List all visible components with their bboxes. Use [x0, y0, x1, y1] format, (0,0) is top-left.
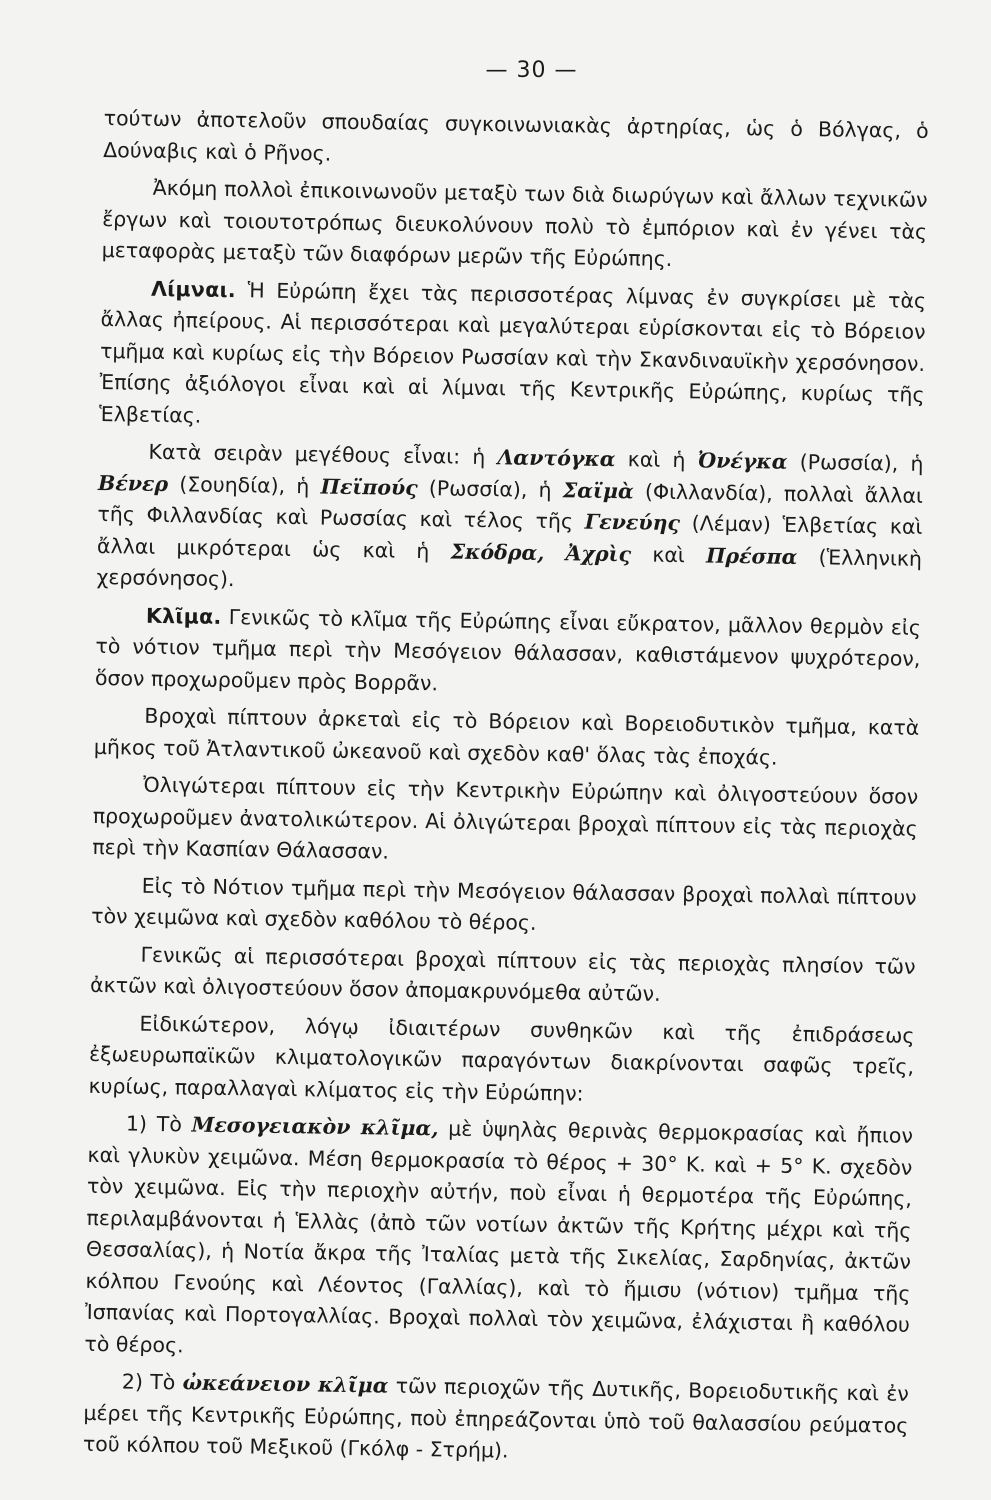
- text-run: (Ρωσσία), ἡ: [787, 449, 924, 476]
- list-marker: 2) Τὸ: [121, 1369, 183, 1395]
- text-run: καὶ: [630, 541, 707, 568]
- term-mediterranean-climate: Μεσογειακὸν κλῖμα,: [191, 1112, 439, 1141]
- body-text: [83, 103, 929, 1473]
- paragraph-rain-central: Ὀλιγώτεραι πίπτουν εἰς τὴν Κεντρικὴν Εὐρώπην καὶ ὀλιγοστεύουν ὅσον προχωροῦμεν ἀνατολικώτερον. Αἱ ὀλιγώτεραι βροχαὶ πίπτουν εἰς τὰς περιοχὰς περὶ τὴν Κασπίαν Θάλασσαν.: [92, 772, 919, 864]
- list-item-text: μὲ ὑψηλὰς θερινὰς θερμοκρασίας καὶ ἤπιον καὶ γλυκὺν χειμῶνα. Μέση θερμοκρασία τὸ θέρος + 30° Κ. καὶ + 5° Κ. σχεδὸν τὸν χειμῶνα. Εἰς τὴν περιοχὴν αὐτήν, ποὺ εἶναι ἡ θερμοτέρα τῆς Εὐρώπης, περιλαμβάνονται ἡ Ἑλλὰς (ἀπὸ τῶν νοτίων ἀκτῶν τῆς Κρήτης μέχρι καὶ τῆς Θεσσαλίας), ἡ Νοτία ἄκρα τῆς Ἰταλίας μετὰ τῆς Σικελίας, Σαρδηνίας, ἀκτῶν κόλπου Γενούης καὶ Λέοντος (Γαλλίας), καὶ τὸ ἥμισυ (νότιον) τμῆμα τῆς Ἰσπανίας καὶ Πορτογαλλίας. Βροχαὶ πολλαὶ τὸν χειμῶνα, ἐλάχισται ἢ καθόλου τὸ θέρος.: [84, 1116, 914, 1357]
- lake-name-saimaa: Σαϊμὰ: [562, 477, 634, 503]
- list-item-oceanic: [83, 1366, 909, 1473]
- paragraph-canals: Ἀκόμη πολλοὶ ἐπικοινωνοῦν μεταξὺ των διὰ διωρύγων καὶ ἄλλων τεχνικῶν ἔργων καὶ τοιουτοτρόπως διευκολύνουν πολὺ τὸ ἐμπόριον καὶ ἐν γένει τὰς μεταφορὰς μεταξὺ τῶν διαφόρων μερῶν τῆς Εὐρώπης.: [101, 175, 928, 271]
- text-run: Κατὰ σειρὰν μεγέθους εἶναι: ἡ: [148, 439, 498, 470]
- text-run: (Σουηδία), ἡ: [167, 471, 321, 498]
- text-run: (Ρωσσία), ἡ: [417, 475, 563, 502]
- paragraph-rain-coasts: Γενικῶς αἱ περισσότεραι βροχαὶ πίπτουν εἰς τὰς περιοχὰς πλησίον τῶν ἀκτῶν καὶ ὀλιγοστεύουν ὅσον ἀπομακρυνόμεθα αὐτῶν.: [89, 942, 916, 1006]
- text-run: [544, 540, 566, 564]
- paragraph-rain-south: Εἰς τὸ Νότιον τμῆμα περὶ τὴν Μεσόγειον θάλασσαν βροχαὶ πολλαὶ πίπτουν τὸν χειμῶνα καὶ σχεδὸν καθόλου τὸ θέρος.: [91, 873, 917, 935]
- page-number: — 30 —: [485, 58, 578, 83]
- paragraph-lakes-order: [96, 436, 923, 606]
- paragraph-climate-variants: Εἰδικώτερον, λόγῳ ἰδιαιτέρων συνθηκῶν καὶ τῆς ἐπιδράσεως ἐξωευρωπαϊκῶν κλιματολογικῶν παραγόντων διακρίνονται σαφῶς τρεῖς, κυρίως, παραλλαγαὶ κλίματος εἰς τὴν Εὐρώπην:: [88, 1011, 915, 1106]
- text-run: (Ἑλληνικὴ χερσόνησος).: [96, 544, 923, 592]
- paragraph-rivers-end: τούτων ἀποτελοῦν σπουδαίας συγκοινωνιακὰς ἀρτηρίας, ὡς ὁ Βόλγας, ὁ Δούναβις καὶ ὁ Ρῆνος.: [103, 105, 929, 166]
- climate-text: Γενικῶς τὸ κλῖμα τῆς Εὐρώπης εἶναι εὔκρατον, μᾶλλον θερμὸν εἰς τὸ νότιον τμῆμα περὶ τὴν Μεσόγειον θάλασσαν, καθιστάμενον ψυχρότερον, ὅσον προχωροῦμεν πρὸς Βορρᾶν.: [94, 604, 922, 695]
- lake-name-geneva: Γενεύης: [584, 509, 681, 536]
- term-oceanic-climate: ὠκεάνειον κλῖμα: [182, 1370, 389, 1398]
- paragraph-climate: [95, 599, 921, 706]
- lake-name-onega: Ὀνέγκα: [697, 448, 788, 474]
- lake-name-ladoga: Λαντόγκα: [497, 445, 616, 472]
- lake-name-skadar: Σκόδρα,: [450, 539, 545, 565]
- list-item-text: τῶν περιοχῶν τῆς Δυτικῆς, Βορειοδυτικῆς καὶ ἐν μέρει τῆς Κεντρικῆς Εὐρώπης, ποὺ ἐπηρεάζονται ὑπὸ τοῦ θαλασσίου ρεύματος τοῦ κόλπου τοῦ Μεξικοῦ (Γκόλφ - Στρήμ).: [82, 1373, 910, 1463]
- text-run: καὶ ἡ: [615, 447, 698, 473]
- lakes-text: Ἡ Εὐρώπη ἔχει τὰς περισσοτέρας λίμνας ἐν συγκρίσει μὲ τὰς ἄλλας ἠπείρους. Αἱ περισσότεραι καὶ μεγαλύτεραι εὑρίσκονται εἰς τὸ Βόρειον τμῆμα καὶ κυρίως εἰς τὴν Βόρειον Ρωσσίαν καὶ τὴν Σκανδιναυϊκὴν χερσόνησον. Ἐπίσης ἀξιόλογοι εἶναι καὶ αἱ λίμναι τῆς Κεντρικῆς Εὐρώπης, κυρίως τῆς Ἑλβετίας.: [98, 277, 927, 428]
- section-heading-lakes: Λίμναι.: [150, 276, 237, 302]
- lake-name-peipus: Πεϊπούς: [320, 473, 418, 500]
- text-run: (Φιλλανδία), πολλαὶ ἄλλαι τῆς Φιλλανδίας καὶ Ρωσσίας καὶ τέλος τῆς: [97, 478, 924, 534]
- lake-name-ohrid: Ἀχρὶς: [565, 540, 632, 566]
- lake-name-vanern: Βένερ: [97, 470, 169, 496]
- list-item-mediterranean: [84, 1108, 913, 1373]
- paragraph-lakes: [99, 272, 926, 442]
- section-heading-climate: Κλῖμα.: [145, 603, 222, 629]
- paragraph-rain-north: Βροχαὶ πίπτουν ἀρκεταὶ εἰς τὸ Βόρειον καὶ Βορειοδυτικὸν τμῆμα, κατὰ μῆκος τοῦ Ἀτλαντικοῦ ὠκεανοῦ καὶ σχεδὸν καθ' ὅλας τὰς ἐποχάς.: [93, 703, 920, 770]
- text-run: (Λέμαν) Ἑλβετίας καὶ ἄλλαι μικρότεραι ὡς καὶ ἡ: [96, 511, 923, 563]
- lake-name-prespa: Πρέσπα: [705, 543, 798, 569]
- list-marker: 1) Τὸ: [125, 1111, 192, 1137]
